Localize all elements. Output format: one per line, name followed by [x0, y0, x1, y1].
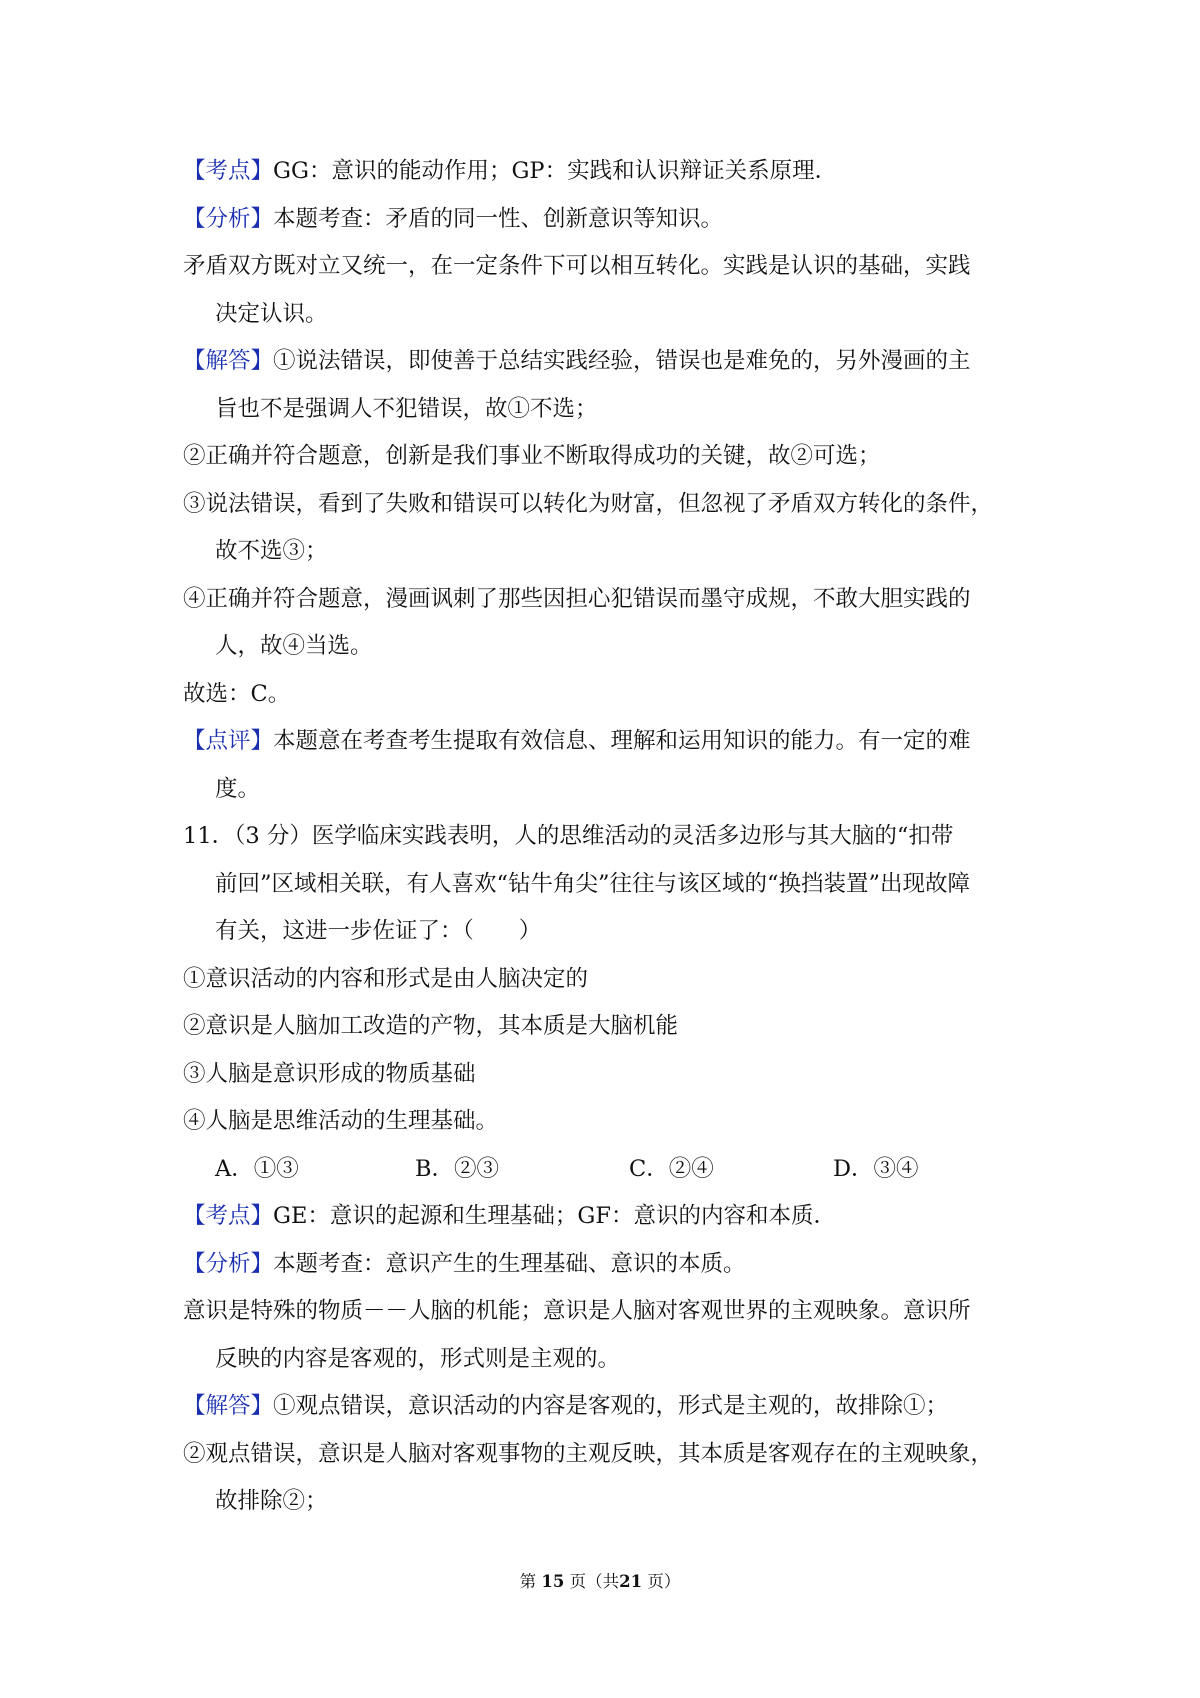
q11-stem: 11．（3 分）医学临床实践表明，人的思维活动的灵活多边形与其大脑的“扣带: [183, 823, 954, 849]
footer-page-number: 15: [541, 1572, 565, 1591]
q10-explain-line: 决定认识。: [215, 300, 328, 327]
footer-middle: 页（共: [569, 1572, 620, 1591]
q10-jieda: [183, 338, 1028, 386]
q10-item-3: ③说法错误，看到了失败和错误可以转化为财富，但忽视了矛盾双方转化的条件，: [183, 490, 994, 517]
option-b: B．②③: [415, 1155, 500, 1182]
fenxi-text: 本题考查：矛盾的同一性、创新意识等知识。: [273, 205, 724, 232]
q11-item-2: ②观点错误，意识是人脑对客观事物的主观反映，其本质是客观存在的主观映象，: [183, 1440, 994, 1467]
q11-statement-2: ②意识是人脑加工改造的产物，其本质是大脑机能: [183, 1013, 679, 1039]
fenxi-text: 本题考查：意识产生的生理基础、意识的本质。: [273, 1250, 746, 1277]
q10-explain-line: 矛盾双方既对立又统一，在一定条件下可以相互转化。实践是认识的基础，实践: [183, 253, 971, 279]
q11-kaodian: [183, 1193, 1028, 1241]
footer-prefix: 第: [519, 1572, 537, 1591]
q11-stem-cont: 前回”区域相关联，有人喜欢“钻牛角尖”往往与该区域的“换挡装置”出现故障: [215, 870, 971, 897]
q11-fenxi: [183, 1241, 1028, 1289]
page-content: [183, 148, 1028, 1526]
q11-statement-3: ③人脑是意识形成的物质基础: [183, 1060, 476, 1087]
q10-item-3-cont: 故不选③；: [215, 538, 328, 564]
option-a: A．①③: [215, 1155, 299, 1182]
option-c: C．②④: [629, 1155, 714, 1182]
q10-fenxi: [183, 196, 1028, 244]
option-d: D．③④: [833, 1155, 919, 1182]
jieda-text: ①观点错误，意识活动的内容是客观的，形式是主观的，故排除①；: [273, 1393, 949, 1419]
footer-total-pages: 21: [619, 1572, 643, 1591]
fenxi-tag: 【分析】: [183, 205, 274, 232]
q10-jieda-cont: 旨也不是强调人不犯错误，故①不选；: [215, 395, 598, 422]
page-footer: [0, 1568, 1200, 1592]
q11-stem-cont: 有关，这进一步佐证了：（ ）: [215, 918, 542, 944]
jieda-tag: 【解答】: [183, 348, 274, 374]
kaodian-text: GG：意识的能动作用；GP：实践和认识辩证关系原理．: [273, 158, 838, 184]
q11-statement-1: ①意识活动的内容和形式是由人脑决定的: [183, 965, 589, 992]
jieda-tag: 【解答】: [183, 1393, 274, 1419]
jieda-text: ①说法错误，即使善于总结实践经验，错误也是难免的，另外漫画的主: [273, 348, 971, 374]
kaodian-tag: 【考点】: [183, 158, 274, 184]
dianping-text: 本题意在考查考生提取有效信息、理解和运用知识的能力。有一定的难: [273, 728, 971, 754]
q11-explain-line: 反映的内容是客观的，形式则是主观的。: [215, 1345, 621, 1372]
fenxi-tag: 【分析】: [183, 1250, 274, 1277]
footer-suffix: 页）: [647, 1572, 681, 1591]
q10-answer: 故选：C。: [183, 680, 291, 707]
q10-kaodian: [183, 148, 1028, 196]
q11-jieda: [183, 1383, 1028, 1431]
q11-explain-line: 意识是特殊的物质－－人脑的机能；意识是人脑对客观世界的主观映象。意识所: [183, 1298, 971, 1324]
q10-item-2: ②正确并符合题意，创新是我们事业不断取得成功的关键，故②可选；: [183, 443, 881, 469]
q11-statement-4: ④人脑是思维活动的生理基础。: [183, 1108, 499, 1134]
kaodian-text: GE：意识的起源和生理基础；GF：意识的内容和本质．: [273, 1203, 837, 1229]
dianping-tag: 【点评】: [183, 728, 274, 754]
q11-item-2-cont: 故排除②；: [215, 1488, 328, 1514]
q11-options: [183, 1146, 1028, 1194]
kaodian-tag: 【考点】: [183, 1203, 274, 1229]
q10-dianping-cont: 度。: [215, 775, 261, 802]
q10-item-4: ④正确并符合题意，漫画讽刺了那些因担心犯错误而墨守成规，不敢大胆实践的: [183, 585, 971, 612]
q10-item-4-cont: 人，故④当选。: [215, 633, 373, 659]
q10-dianping: [183, 718, 1028, 766]
